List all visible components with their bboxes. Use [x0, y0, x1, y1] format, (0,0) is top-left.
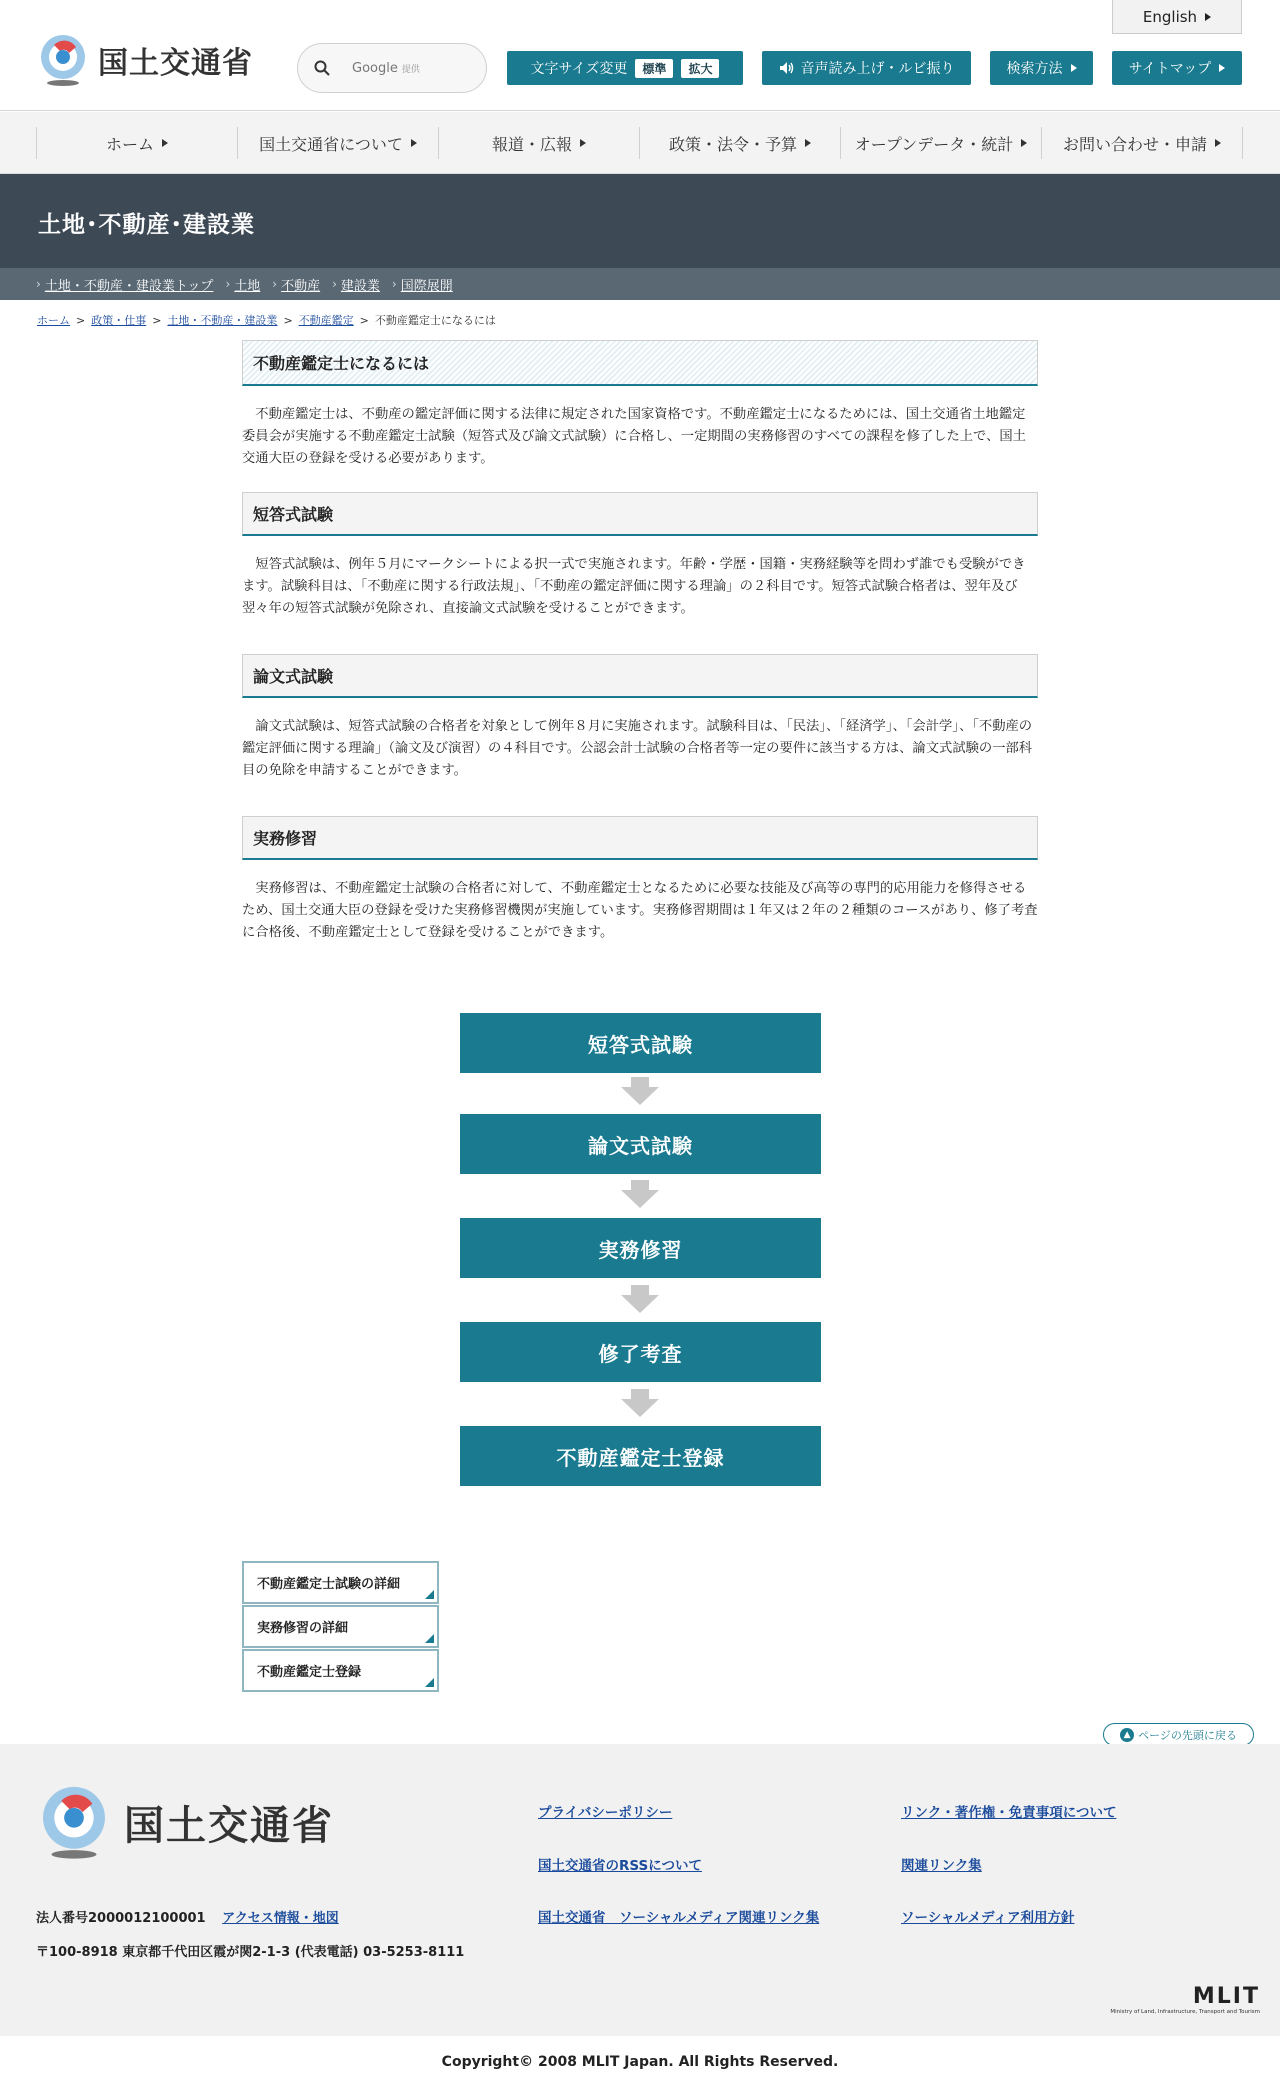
gnav-label: 政策・法令・予算 — [668, 134, 797, 154]
gnav-item-policy[interactable] — [639, 127, 840, 159]
chevron-right-icon: › — [225, 277, 231, 291]
sitemap-label: サイトマップ — [1128, 61, 1212, 77]
flow-step: 実務修習 — [460, 1218, 821, 1278]
mlit-logo-icon — [36, 1784, 112, 1860]
font-size-standard-button[interactable]: 標準 — [635, 59, 673, 78]
flow-step: 短答式試験 — [460, 1013, 821, 1073]
gnav-label: ホーム — [105, 134, 154, 154]
site-header — [0, 0, 1280, 111]
flow-step: 不動産鑑定士登録 — [460, 1426, 821, 1486]
corner-arrow-icon — [425, 1634, 434, 1643]
gnav-item-about[interactable] — [237, 127, 438, 159]
search-icon — [314, 60, 330, 76]
chevron-right-icon: › — [332, 277, 337, 291]
subnav-link-land[interactable]: 土地 — [234, 278, 261, 294]
arrow-right-icon — [1205, 13, 1211, 21]
footer-link-social-links[interactable]: 国土交通省 ソーシャルメディア関連リンク集 — [538, 1910, 820, 1926]
section-subnav — [0, 268, 1280, 300]
section-banner — [0, 174, 1280, 268]
arrow-right-icon — [805, 139, 811, 147]
arrow-right-icon — [1071, 64, 1077, 72]
section-heading-practice: 実務修習 — [242, 816, 1038, 860]
subnav-link-construction[interactable]: 建設業 — [340, 278, 380, 294]
arrow-up-icon: ▲ — [1120, 1728, 1134, 1742]
section-body-practice: 実務修習は、不動産鑑定士試験の合格者に対して、不動産鑑定士となるために必要な技能及び高等の専門的応用能力を修得させるため、国土交通大臣の登録を受けた実務修習機関が実施しています。実務修習期間は１年又は２年の２種類のコースがあり、修了考査に合格後、不動産鑑定士として登録を受けることができます。 — [242, 881, 1038, 940]
subnav-link-realestate[interactable]: 不動産 — [281, 278, 321, 294]
breadcrumb-separator: > — [76, 313, 86, 327]
footer-link-copyright[interactable]: リンク・著作権・免責事項について — [901, 1805, 1117, 1821]
link-label: 実務修習の詳細 — [257, 1621, 349, 1636]
subnav-link-top[interactable]: 土地・不動産・建設業トップ — [44, 278, 214, 294]
footer-link-rss[interactable]: 国土交通省のRSSについて — [538, 1858, 702, 1874]
corner-arrow-icon — [425, 1590, 434, 1599]
search-provider: Google — [352, 60, 398, 76]
breadcrumb-link-land[interactable]: 土地・不動産・建設業 — [167, 314, 278, 327]
intro-paragraph: 不動産鑑定士は、不動産の鑑定評価に関する法律に規定された国家資格です。不動産鑑定士になるためには、国土交通省土地鑑定委員会が実施する不動産鑑定士試験（短答式及び論文式試験）に合格し、一定期間の実務修習のすべての課程を修了した上で、国土交通大臣の登録を受ける必要があります。 — [242, 407, 1026, 466]
arrow-right-icon — [411, 139, 417, 147]
search-help-button[interactable] — [990, 51, 1093, 85]
arrow-right-icon — [1021, 139, 1027, 147]
search-input[interactable] — [297, 43, 487, 93]
arrow-down-icon — [621, 1077, 659, 1105]
speech-button[interactable] — [762, 51, 971, 85]
link-registration[interactable] — [242, 1649, 439, 1692]
mlit-wordmark-subtext: Ministry of Land, Infrastructure, Transport and Tourism — [1110, 2009, 1260, 2015]
sitemap-button[interactable] — [1112, 51, 1242, 85]
search-help-label: 検索方法 — [1006, 61, 1063, 77]
gnav-label: 報道・広報 — [491, 134, 572, 154]
mlit-logo-icon — [36, 33, 90, 87]
arrow-down-icon — [621, 1285, 659, 1313]
access-map-link[interactable]: アクセス情報・地図 — [222, 1911, 339, 1926]
arrow-down-icon — [621, 1180, 659, 1208]
arrow-right-icon — [162, 139, 168, 147]
arrow-down-icon — [621, 1389, 659, 1417]
corporate-number-text: 法人番号2000012100001 — [36, 1911, 206, 1926]
link-label: 不動産鑑定士登録 — [257, 1665, 362, 1680]
flow-step: 論文式試験 — [460, 1114, 821, 1174]
gnav-label: 国土交通省について — [259, 134, 403, 154]
section-heading-essay: 論文式試験 — [242, 654, 1038, 698]
arrow-right-icon — [580, 139, 586, 147]
section-body-essay: 論文式試験は、短答式試験の合格者を対象として例年８月に実施されます。試験科目は、「民法」、「経済学」、「会計学」、「不動産の鑑定評価に関する理論」（論文及び演習）の４科目です。公認会計士試験の合格者等一定の要件に該当する方は、論文式試験の一部科目の免除を申請することができます。 — [242, 719, 1033, 778]
gnav-item-contact[interactable] — [1041, 127, 1243, 159]
breadcrumb-link-home[interactable]: ホーム — [37, 314, 70, 327]
link-exam-details[interactable] — [242, 1561, 439, 1604]
gnav-item-press[interactable] — [438, 127, 639, 159]
breadcrumb-separator: > — [283, 313, 293, 327]
copyright: Copyright© 2008 MLIT Japan. All Rights Reserved. — [0, 2036, 1280, 2087]
page-title: 不動産鑑定士になるには — [242, 340, 1038, 386]
footer-link-related[interactable]: 関連リンク集 — [901, 1858, 982, 1874]
speech-label: 音声読み上げ・ルビ振り — [800, 61, 955, 77]
back-to-top-label: ページの先頭に戻る — [1138, 1728, 1237, 1742]
chevron-right-icon: › — [391, 277, 397, 291]
chevron-right-icon: › — [36, 277, 41, 291]
gnav-item-opendata[interactable] — [840, 127, 1041, 159]
gnav-label: お問い合わせ・申請 — [1062, 134, 1207, 154]
subnav-link-international[interactable]: 国際展開 — [400, 278, 453, 294]
arrow-right-icon — [1219, 64, 1225, 72]
breadcrumb-separator: > — [152, 313, 162, 327]
link-practice-details[interactable] — [242, 1605, 439, 1648]
site-footer — [0, 1744, 1280, 2036]
site-logo[interactable] — [36, 33, 253, 87]
section-title: 土地･不動産･建設業 — [38, 212, 255, 238]
section-body-short-answer: 短答式試験は、例年５月にマークシートによる択一式で実施されます。年齢・学歴・国籍・実務経験等を問わず誰でも受験ができます。試験科目は、「不動産に関する行政法規」、「不動産の鑑定評価に関する理論」の２科目です。短答式試験合格者は、翌年及び翌々年の短答式試験が免除され、直接論文式試験を受けることができます。 — [242, 557, 1026, 616]
mlit-wordmark — [1100, 1984, 1260, 2015]
font-size-label: 文字サイズ変更 — [530, 61, 628, 77]
link-label: 不動産鑑定士試験の詳細 — [257, 1577, 401, 1592]
mlit-wordmark-text: MLIT — [1192, 1984, 1260, 2009]
footer-link-social-policy[interactable]: ソーシャルメディア利用方針 — [901, 1910, 1075, 1926]
footer-logo[interactable] — [36, 1784, 334, 1860]
global-nav — [0, 112, 1280, 174]
corporate-number — [36, 1907, 339, 1926]
breadcrumb-current: 不動産鑑定士になるには — [374, 314, 496, 327]
breadcrumb-link-appraisal[interactable]: 不動産鑑定 — [298, 314, 354, 327]
gnav-item-home[interactable] — [36, 127, 237, 159]
site-name: 国土交通省 — [98, 46, 253, 81]
english-button[interactable] — [1112, 0, 1242, 34]
search-provider-note: 提供 — [401, 64, 420, 75]
font-size-control — [507, 51, 743, 85]
chevron-right-icon: › — [272, 277, 278, 291]
footer-link-privacy[interactable]: プライバシーポリシー — [538, 1805, 673, 1821]
corner-arrow-icon — [425, 1678, 434, 1687]
arrow-right-icon — [1215, 139, 1221, 147]
section-heading-short-answer: 短答式試験 — [242, 492, 1038, 536]
main-content — [242, 340, 1038, 944]
font-size-large-button[interactable]: 拡大 — [681, 59, 719, 78]
breadcrumb — [37, 312, 496, 328]
speaker-icon — [779, 61, 795, 75]
footer-site-name: 国土交通省 — [124, 1802, 334, 1849]
back-to-top-button[interactable] — [1103, 1723, 1254, 1746]
breadcrumb-separator: > — [359, 313, 369, 327]
gnav-label: オープンデータ・統計 — [854, 134, 1014, 154]
english-label: English — [1142, 7, 1198, 26]
breadcrumb-link-policy[interactable]: 政策・仕事 — [91, 314, 147, 327]
address: 〒100-8918 東京都千代田区霞が関2-1-3 (代表電話) 03-5253-8111 — [36, 1945, 465, 1960]
flow-step: 修了考査 — [460, 1322, 821, 1382]
